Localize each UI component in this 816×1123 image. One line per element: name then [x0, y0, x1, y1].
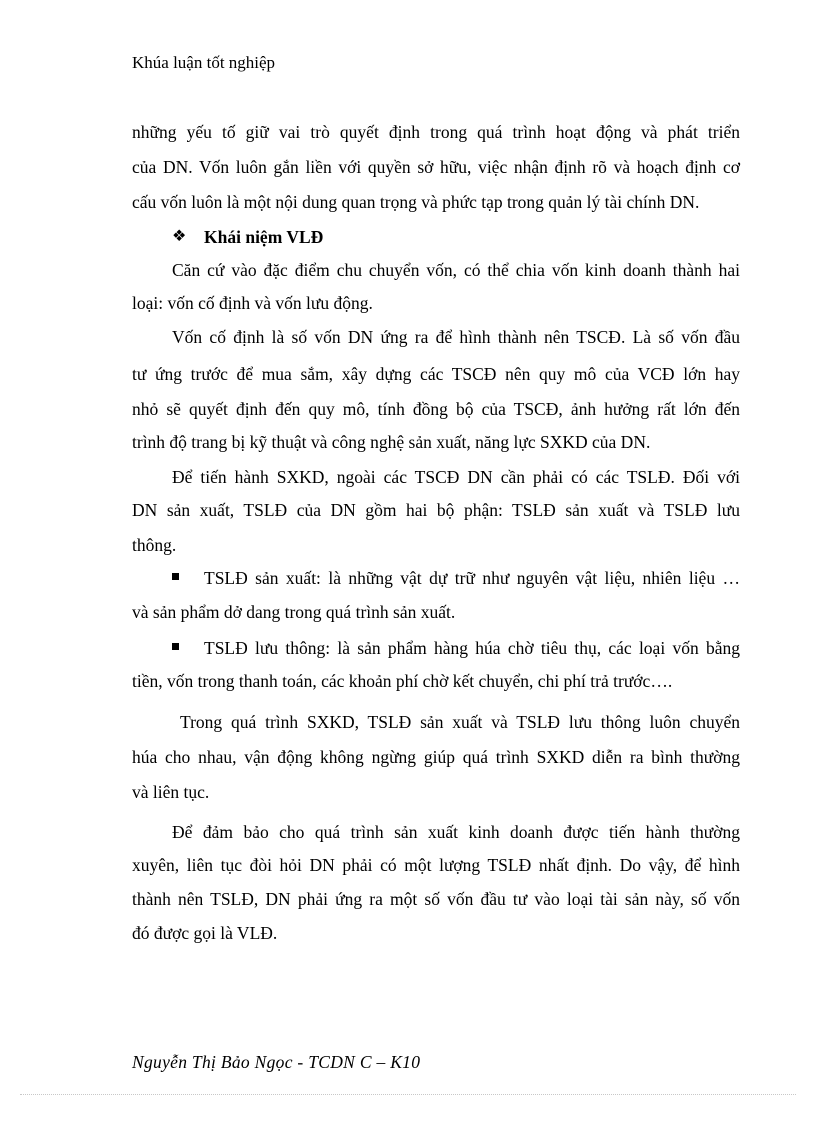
paragraph-line: Căn cứ vào đặc điểm chu chuyển vốn, có thể chia vốn kinh doanh thành hai — [172, 260, 740, 280]
section-heading: Khái niệm VLĐ — [204, 227, 324, 247]
paragraph-line: DN sản xuất, TSLĐ của DN gồm hai bộ phận: TSLĐ sản xuất và TSLĐ lưu — [132, 500, 740, 520]
paragraph-line: thành nên TSLĐ, DN phải ứng ra một số vốn đầu tư vào loại tài sản này, số vốn — [132, 889, 740, 909]
page-bottom-divider — [20, 1094, 796, 1095]
bullet-line: TSLĐ sản xuất: là những vật dự trữ như nguyên vật liệu, nhiên liệu … — [204, 568, 740, 588]
paragraph-line: trình độ trang bị kỹ thuật và công nghệ sản xuất, năng lực SXKD của DN. — [132, 432, 651, 452]
paragraph-line: của DN. Vốn luôn gắn liền với quyền sở hữu, việc nhận định rõ và hoạch định cơ — [132, 157, 740, 177]
paragraph-line: Vốn cố định là số vốn DN ứng ra để hình thành nên TSCĐ. Là số vốn đầu — [172, 327, 740, 347]
bullet-line: tiền, vốn trong thanh toán, các khoản phí chờ kết chuyển, chi phí trả trước…. — [132, 671, 673, 691]
page-footer-author: Nguyễn Thị Bảo Ngọc - TCDN C – K10 — [132, 1052, 421, 1072]
paragraph-line: Trong quá trình SXKD, TSLĐ sản xuất và TSLĐ lưu thông luôn chuyển — [180, 712, 740, 732]
paragraph-line: Để đảm bảo cho quá trình sản xuất kinh doanh được tiến hành thường — [172, 822, 740, 842]
paragraph-line: húa cho nhau, vận động không ngừng giúp quá trình SXKD diễn ra bình thường — [132, 747, 740, 767]
paragraph-line: đó được gọi là VLĐ. — [132, 923, 278, 943]
paragraph-line: Để tiến hành SXKD, ngoài các TSCĐ DN cần phải có các TSLĐ. Đối với — [172, 467, 740, 487]
paragraph-line: nhỏ sẽ quyết định đến quy mô, tính đồng bộ của TSCĐ, ảnh hưởng rất lớn đến — [132, 399, 740, 419]
paragraph-line: những yếu tố giữ vai trò quyết định trong quá trình hoạt động và phát triển — [132, 122, 740, 142]
diamond-bullet-icon: ❖ — [172, 228, 187, 245]
bullet-line: TSLĐ lưu thông: là sản phẩm hàng húa chờ tiêu thụ, các loại vốn bằng — [204, 638, 740, 658]
square-bullet-icon — [172, 573, 179, 580]
paragraph-line: thông. — [132, 535, 177, 555]
page-header-title: Khúa luận tốt nghiệp — [132, 53, 276, 72]
paragraph-line: cấu vốn luôn là một nội dung quan trọng và phức tạp trong quản lý tài chính DN. — [132, 192, 700, 212]
paragraph-line: loại: vốn cố định và vốn lưu động. — [132, 293, 373, 313]
bullet-line: và sản phẩm dở dang trong quá trình sản xuất. — [132, 602, 456, 622]
square-bullet-icon — [172, 643, 179, 650]
paragraph-line: tư ứng trước để mua sắm, xây dựng các TSCĐ nên quy mô của VCĐ lớn hay — [132, 364, 740, 384]
paragraph-line: và liên tục. — [132, 782, 210, 802]
paragraph-line: xuyên, liên tục đòi hỏi DN phải có một lượng TSLĐ nhất định. Do vậy, để hình — [132, 855, 740, 875]
